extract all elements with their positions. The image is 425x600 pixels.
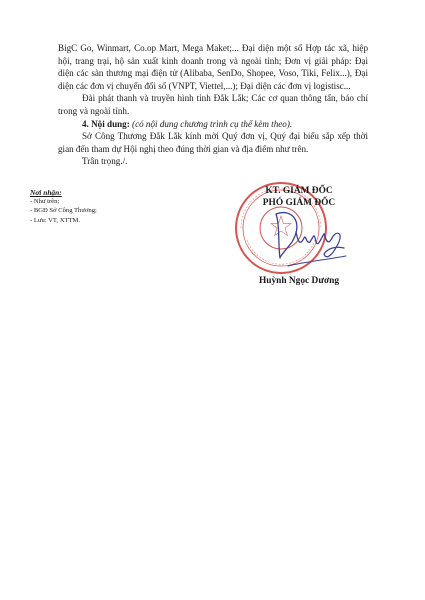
paragraph-participants: BigC Go, Winmart, Co.op Mart, Mega Maket;... Đại diện một số Hợp tác xã, hiệp hội, trang trại, hộ sản xuất kinh doanh trong và ngoài tỉnh; Đơn vị giải pháp: Đại diện các sàn thương mại điện tử (Alibaba, SenDo, Shopee, Voso, Tiki, Felix...), Đại diện các đơn vị chuyển đổi số (VNPT, Viettel,...); Đại diện các đơn vị logistisc... [58, 43, 368, 91]
handwritten-signature [270, 196, 350, 271]
signer-name: Huỳnh Ngọc Dương [258, 276, 340, 286]
section-4-heading [58, 118, 368, 131]
section-4-title: 4. Nội dung: [82, 118, 130, 129]
recipient-item: - Lưu: VT, XTTM. [30, 216, 81, 224]
signature-title-line2: PHÓ GIÁM ĐỐC [262, 198, 336, 208]
paragraph-media: Đài phát thanh và truyền hình tỉnh Đắk Lắk; Các cơ quan thông tấn, báo chí trong và ngoài tỉnh. [58, 93, 368, 116]
recipient-item: - BGĐ Sở Công Thương; [30, 207, 97, 215]
section-4-note: (có nội dung chương trình cụ thể kèm theo). [132, 118, 293, 129]
recipient-item: - Như trên; [30, 198, 60, 206]
signature-title-line1: KT. GIÁM ĐỐC [265, 186, 333, 196]
paragraph-invitation: Sở Công Thương Đắk Lắk kính mời Quý đơn vị, Quý đại biểu sắp xếp thời gian đến tham dự Hội nghị theo đúng thời gian và địa điểm như trên. [58, 131, 368, 154]
recipients-block [30, 188, 190, 225]
recipients-heading: Nơi nhận: [30, 188, 62, 197]
document-body [58, 42, 368, 168]
closing-text: Trân trọng./. [82, 156, 128, 167]
